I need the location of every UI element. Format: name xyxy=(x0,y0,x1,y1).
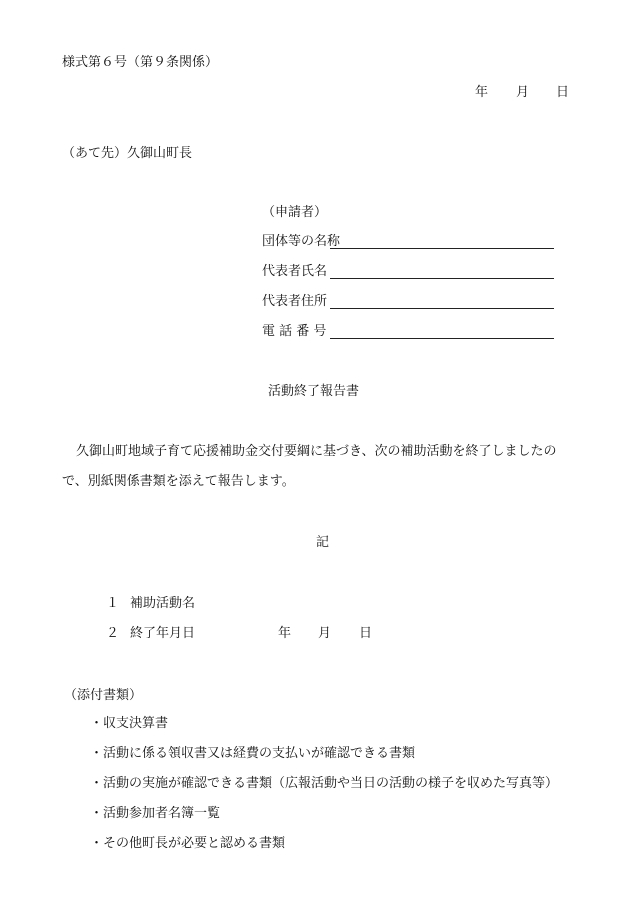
applicant-field-label: 団体等の名称 xyxy=(262,234,341,249)
attachment-item: ・その他町長が必要と認める書類 xyxy=(90,836,286,851)
attachment-item: ・収支決算書 xyxy=(90,716,169,731)
body-line-2: で、別紙関係書類を添えて報告します。 xyxy=(62,474,295,489)
ki-heading: 記 xyxy=(316,535,330,550)
addressee: （あて先）久御山町長 xyxy=(62,146,193,161)
underline xyxy=(330,338,554,339)
underline xyxy=(330,278,554,279)
attachment-item: ・活動参加者名簿一覧 xyxy=(90,806,221,821)
applicant-field-label: 電 話 番 号 xyxy=(262,324,327,339)
attachments-heading: （添付書類） xyxy=(64,688,143,703)
item-label: 終了年月日 xyxy=(130,626,196,641)
applicant-field-label: 代表者住所 xyxy=(262,294,328,309)
header-date-month: 月 xyxy=(516,85,530,100)
attachment-item: ・活動の実施が確認できる書類（広報活動や当日の活動の様子を収めた写真等） xyxy=(90,776,559,791)
header-date-day: 日 xyxy=(556,85,570,100)
form-number: 様式第６号（第９条関係） xyxy=(62,55,219,70)
item-label: 補助活動名 xyxy=(130,596,196,611)
document-title: 活動終了報告書 xyxy=(268,384,360,399)
applicant-heading: （申請者） xyxy=(262,205,328,220)
underline xyxy=(330,248,554,249)
item-number: １ xyxy=(106,596,120,611)
end-date-year: 年 xyxy=(278,626,292,641)
applicant-field-label: 代表者氏名 xyxy=(262,264,328,279)
header-date-year: 年 xyxy=(475,85,489,100)
attachment-item: ・活動に係る領収書又は経費の支払いが確認できる書類 xyxy=(90,746,416,761)
end-date-day: 日 xyxy=(359,626,373,641)
end-date-month: 月 xyxy=(318,626,332,641)
underline xyxy=(330,308,554,309)
item-number: ２ xyxy=(106,626,120,641)
body-line-1: 久御山町地域子育て応援補助金交付要綱に基づき、次の補助活動を終了しましたの xyxy=(76,444,557,459)
